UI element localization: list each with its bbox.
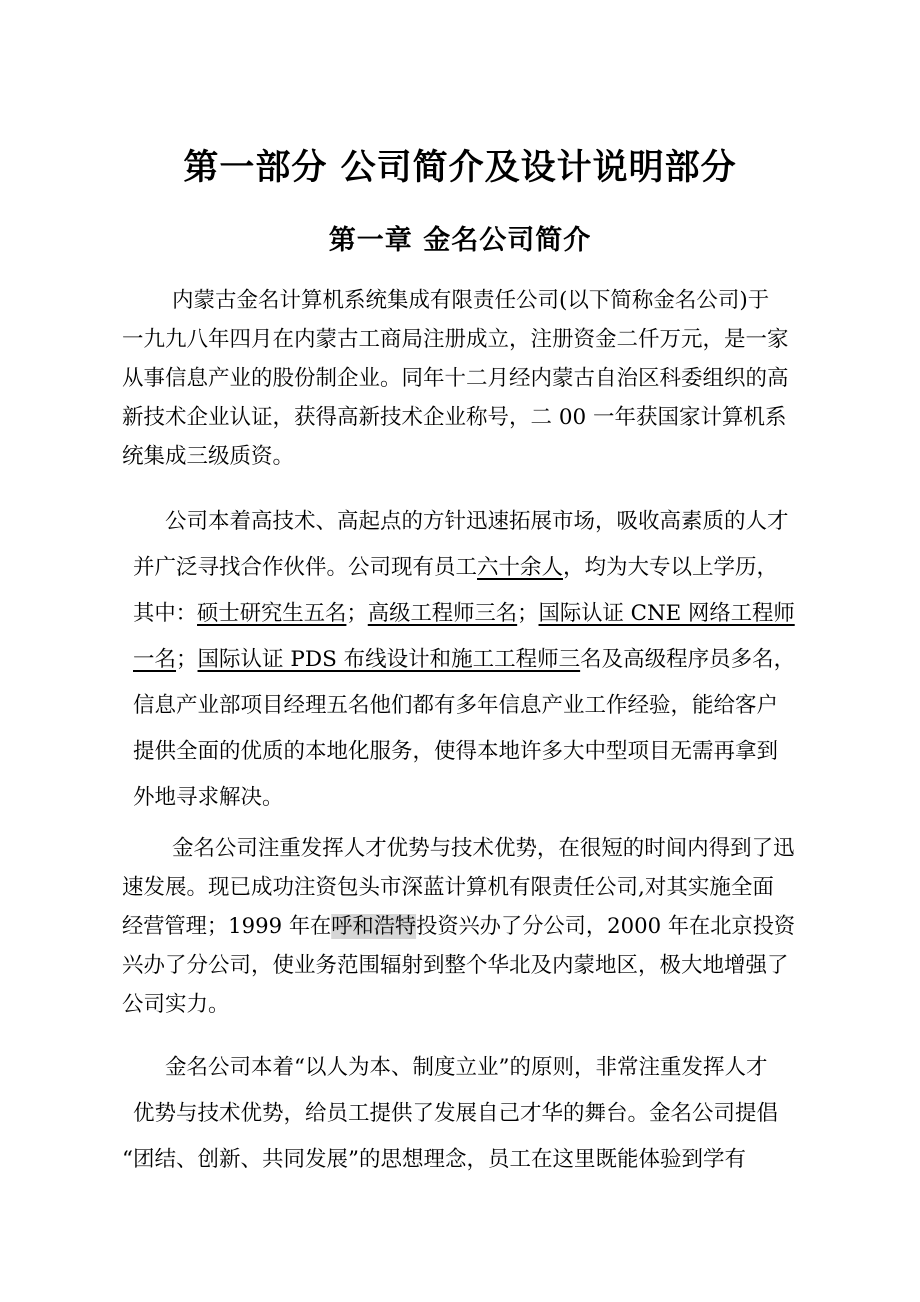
paragraph-3-line [122,912,795,942]
paragraph-1-line: 内蒙古金名计算机系统集成有限责任公司(以下简称金名公司)于 [172,288,770,313]
paragraph-2-line: 信息产业部项目经理五名他们都有多年信息产业工作经验，能给客户 [133,693,779,718]
paragraph-2-line [133,645,795,675]
paragraph-3-line: 公司实力。 [122,992,230,1017]
text-run: ； [517,601,539,626]
paragraph-4-line: 金名公司本着“以人为本、制度立业”的原则，非常注重发挥人才 [165,1055,768,1080]
paragraph-2-line: 提供全面的优质的本地化服务，使得本地许多大中型项目无需再拿到 [133,739,779,764]
text-run: 其中： [133,601,198,626]
underlined-text: 六十余人 [477,555,564,580]
paragraph-1-line: 新技术企业认证，获得高新技术企业称号，二 00 一年获国家计算机系 [122,405,787,430]
text-run: 名及高级程序员多名， [580,647,796,672]
underlined-text: 国际认证 PDS 布线设计和施工工程师三 [197,647,581,672]
underlined-text: 国际认证 CNE 网络工程师 [538,601,795,626]
paragraph-4-line: “团结、创新、共同发展”的思想理念，员工在这里既能体验到学有 [122,1147,746,1172]
paragraph-2-line: 外地寻求解决。 [133,785,284,810]
highlighted-text: 呼和浩特 [331,914,417,939]
part-title: 第一部分 公司简介及设计说明部分 [183,148,737,188]
underlined-text: 高级工程师三名 [367,601,518,626]
paragraph-3-line: 速发展。现已成功注资包头市深蓝计算机有限责任公司,对其实施全面 [122,875,774,900]
paragraph-1-line: 从事信息产业的股份制企业。同年十二月经内蒙古自治区科委组织的高 [122,366,789,391]
paragraph-4-line: 优势与技术优势，给员工提供了发展自己才华的舞台。金名公司提倡 [133,1101,779,1126]
underlined-text: 硕士研究生五名 [197,601,347,626]
paragraph-1-line: 一九九八年四月在内蒙古工商局注册成立，注册资金二仟万元，是一家 [122,327,789,352]
chapter-title: 第一章 金名公司简介 [328,225,592,256]
text-run: 投资兴办了分公司，2000 年在北京投资 [416,914,796,939]
paragraph-2-line: 公司本着高技术、高起点的方针迅速拓展市场，吸收高素质的人才 [165,509,789,534]
text-run: 并广泛寻找合作伙伴。公司现有员工 [133,555,478,580]
underlined-text: 一名 [133,647,177,672]
paragraph-2-line [133,599,795,629]
paragraph-3-line: 兴办了分公司，使业务范围辐射到整个华北及内蒙地区，极大地增强了 [122,953,789,978]
text-run: 经营管理；1999 年在 [122,914,332,939]
paragraph-2-line [133,553,778,583]
text-run: ； [346,601,368,626]
text-run: ，均为大专以上学历， [563,555,779,580]
paragraph-3-line: 金名公司注重发挥人才优势与技术优势，在很短的时间内得到了迅 [172,836,795,861]
paragraph-1-line: 统集成三级质资。 [122,444,295,469]
text-run: ； [176,647,198,672]
